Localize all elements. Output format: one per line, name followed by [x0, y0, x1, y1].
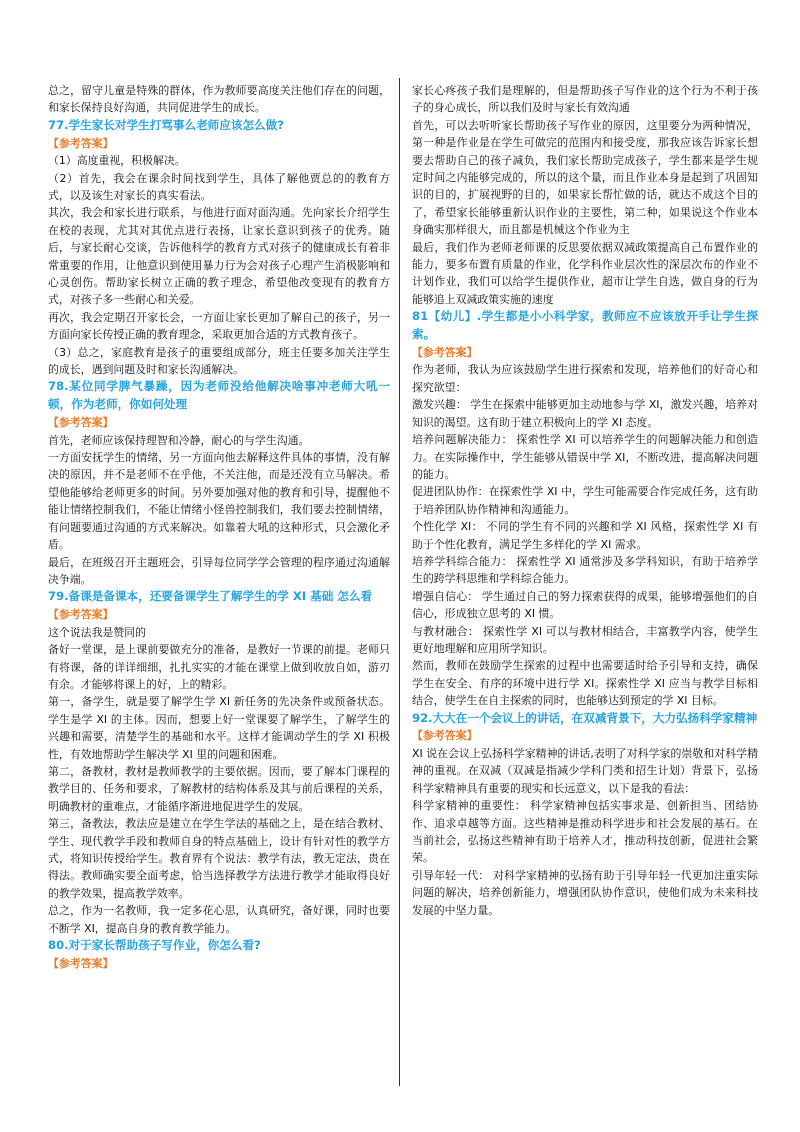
paragraph: 家长心疼孩子我们是理解的，但是帮助孩子写作业的这个行为不利于孩子的身心成长，所以我们及时与家长有效沟通: [412, 84, 758, 115]
paragraph: 再次，我会定期召开家长会，一方面让家长更加了解自己的孩子，另一方面向家长传授正确的教育理念，采取更加合适的方式教育孩子。: [48, 310, 390, 342]
paragraph: 最后，在班级召开主题班会，引导每位同学学会管理的程序通过沟通解决争端。: [48, 555, 390, 586]
paragraph: 然而，教师在鼓励学生探索的过程中也需要适时给予引导和支持，确保学生在安全、有序的环境中进行学 XI。探索性学 XI 应当与教学目标相结合，使学生在自主探索的同时，也能够达到预定的学 XI 目标。: [412, 659, 758, 708]
paragraph: 与教材融合： 探索性学 XI 可以与教材相结合，丰富教学内容，使学生更好地理解和应用所学知识。: [412, 624, 758, 655]
paragraph: 总之，留守儿童是特殊的群体，作为教师要高度关注他们存在的问题，和家长保持良好沟通，共同促进学生的成长。: [48, 84, 390, 115]
paragraph: 其次，我会和家长进行联系，与他进行面对面沟通。先向家长介绍学生在校的表现，尤其对其优点进行表扬，让家长意识到孩子的优秀。随后，与家长耐心交谈，告诉他科学的教育方式对孩子的健康成长有着非常重要的作用，让他意识到使用暴力行为会对孩子心理产生消极影响和心灵创伤。帮助家长树立正确的教子理念，希望他改变现有的教育方式，对孩子多一些耐心和关爱。: [48, 206, 390, 307]
paragraph: 激发兴趣： 学生在探索中能够更加主动地参与学 XI，激发兴趣，培养对知识的渴望。这有助于建立积极向上的学 XI 态度。: [412, 398, 758, 429]
paragraph: 这个说法我是赞同的: [48, 625, 147, 639]
paragraph: （2）首先，我会在课余时间找到学生，具体了解他贾总的的教育方式，以及该生对家长的真实看法。: [48, 171, 390, 203]
paragraph: 个性化学 XI： 不同的学生有不同的兴趣和学 XI 风格，探索性学 XI 有助于个性化教育，满足学生多样化的学 XI 需求。: [412, 520, 758, 551]
reference-answer-label: 【参考答案】: [48, 956, 114, 970]
paragraph: 增强自信心： 学生通过自己的努力探索获得的成果，能够增强他们的自信心，形成独立思考的 XI 惯。: [412, 589, 758, 621]
right-column: [412, 82, 758, 919]
paragraph: 最后，我们作为老师老师课的反思要依据双减政策提高自己布置作业的能力，要多布置有质量的作业，化学科作业层次性的深层次布的作业不计划作业，我们可以给学生提供作业，超市让学生自选，做自身的行为能够追上双减政策实施的速度: [412, 240, 758, 306]
reference-answer-label: 【参考答案】: [48, 416, 114, 430]
paragraph: 第一，备学生，就是要了解学生学 XI 新任务的先决条件或预备状态。学生是学 XI 的主体。因而，想要上好一堂课要了解学生，了解学生的兴趣和需要，清楚学生的基础和水平。这样才能调动学生的学 XI 积极性，有效地帮助学生解决学 XI 里的问题和困难。: [48, 695, 390, 761]
paragraph: 一方面安抚学生的情绪，另一方面向他去解释这件具体的事情，没有解决的原因，并不是老师不在乎他，不关注他，而是还没有立马解决。希望他能够给老师更多的时间。另外要加强对他的教育和引导，提醒他不能让情绪控制我们，不能让情绪小怪兽控制我们，我们要去控制情绪，有问题要通过沟通的方式来解决。如靠着大吼的这种形式，只会激化矛盾。: [48, 451, 390, 552]
paragraph: XI 说在会议上弘扬科学家精神的讲话,表明了对科学家的崇敬和对科学精神的重视。在双减（双减是指减少学科门类和招生计划）背景下，弘扬科学家精神具有重要的现实和长远意义，以下是我的看法：: [412, 746, 758, 795]
paragraph: 作为老师，我认为应该鼓励学生进行探索和发现，培养他们的好奇心和探究欲望：: [412, 363, 758, 394]
paragraph: 首先，老师应该保持理智和冷静，耐心的与学生沟通。: [48, 433, 310, 447]
paragraph: 促进团队协作：在探索性学 XI 中，学生可能需要合作完成任务，这有助于培养团队协作精神和沟通能力。: [412, 485, 758, 516]
question-heading: 78.某位同学脾气暴躁，因为老师没给他解决啥事冲老师大吼一顿，作为老师，你如何处理: [48, 379, 390, 412]
paragraph: （1）高度重视，积极解决。: [48, 154, 186, 168]
question-heading: 81【幼儿】.学生都是小小科学家，教师应不应该放开手让学生探索。: [412, 309, 758, 342]
reference-answer-label: 【参考答案】: [48, 136, 114, 150]
question-heading: 79.备课是备课本，还要备课学生了解学生的学 XI 基础 怎么看: [48, 589, 373, 604]
column-divider: [399, 78, 400, 1086]
paragraph: （3）总之，家庭教育是孩子的重要组成部分，班主任要多加关注学生的成长，遇到问题及时和家长沟通解决。: [48, 345, 390, 377]
paragraph: 培养问题解决能力： 探索性学 XI 可以培养学生的问题解决能力和创造力。在实际操作中，学生能够从错误中学 XI，不断改进，提高解决问题的能力。: [412, 433, 758, 481]
paragraph: 备好一堂课，是上课前要做充分的准备，是教好一节课的前提。老师只有将课，备的详详细细，扎扎实实的才能在课堂上做到收放自如，游刃有余。才能够将课上的好，上的精彩。: [48, 643, 390, 691]
paragraph: 总之，作为一名教师，我一定多花心思，认真研究，备好课，同时也要不断学 XI，提高自身的教育教学能力。: [48, 904, 390, 935]
paragraph: 培养学科综合能力： 探索性学 XI 通常涉及多学科知识，有助于培养学生的跨学科思维和学科综合能力。: [412, 554, 758, 586]
paragraph: 科学家精神的重要性： 科学家精神包括实事求是、创新担当、团结协作、追求卓越等方面。这些精神是推动科学进步和社会发展的基石。在当前社会，弘扬这些精神有助于培养人才，推动科技创新，促进社会繁荣。: [412, 799, 758, 865]
question-heading: 77.学生家长对学生打骂事么老师应该怎么做?: [48, 117, 284, 132]
paragraph: 首先，可以去听听家长帮助孩子写作业的原因，这里要分为两种情况，第一种是作业是在学生可做完的范围内和接受度，那我应该告诉家长想要去帮助自己的孩子减负，我们家长帮助完成孩子，学生都来是学生规定时间之内能够完成的，所以的这个量，而且作业本身是起到了巩固知识的目的，扩展视野的目的，如果家长帮忙做的话，就达不成这个目的了，希望家长能够重新认识作业的主要性，第二种，如果说这个作业本身确实那样很大，而且都是机械这个作业为主: [412, 118, 758, 237]
reference-answer-label: 【参考答案】: [412, 345, 478, 359]
paragraph: 第二，备教材，教材是教师教学的主要依据。因而，要了解本门课程的教学目的、任务和要求，了解教材的结构体系及其与前后课程的关系，明确教材的重难点，才能循序渐进地促进学生的发展。: [48, 764, 390, 813]
paragraph: 引导年轻一代： 对科学家精神的弘扬有助于引导年轻一代更加注重实际问题的解决，培养创新能力，增强团队协作意识，使他们成为未来科技发展的中坚力量。: [412, 868, 758, 917]
question-heading: 92.大大在一个会议上的讲话，在双减背景下，大力弘扬科学家精神: [412, 710, 758, 725]
reference-answer-label: 【参考答案】: [48, 608, 114, 622]
reference-answer-label: 【参考答案】: [412, 729, 478, 743]
question-heading: 80.对于家长帮助孩子写作业，你怎么看?: [48, 938, 261, 953]
paragraph: 第三，备教法，教法应是建立在学生学法的基础之上，是在结合教材、学生、现代教学手段和教师自身的特点基础上，设计有针对性的教学方式，将知识传授给学生。教育界有个说法：教学有法，教无定法，贵在得法。教师确实要全面考虑，恰当选择教学方法进行教学才能取得良好的教学效果，提高教学效率。: [48, 817, 390, 900]
left-column: [48, 82, 390, 972]
